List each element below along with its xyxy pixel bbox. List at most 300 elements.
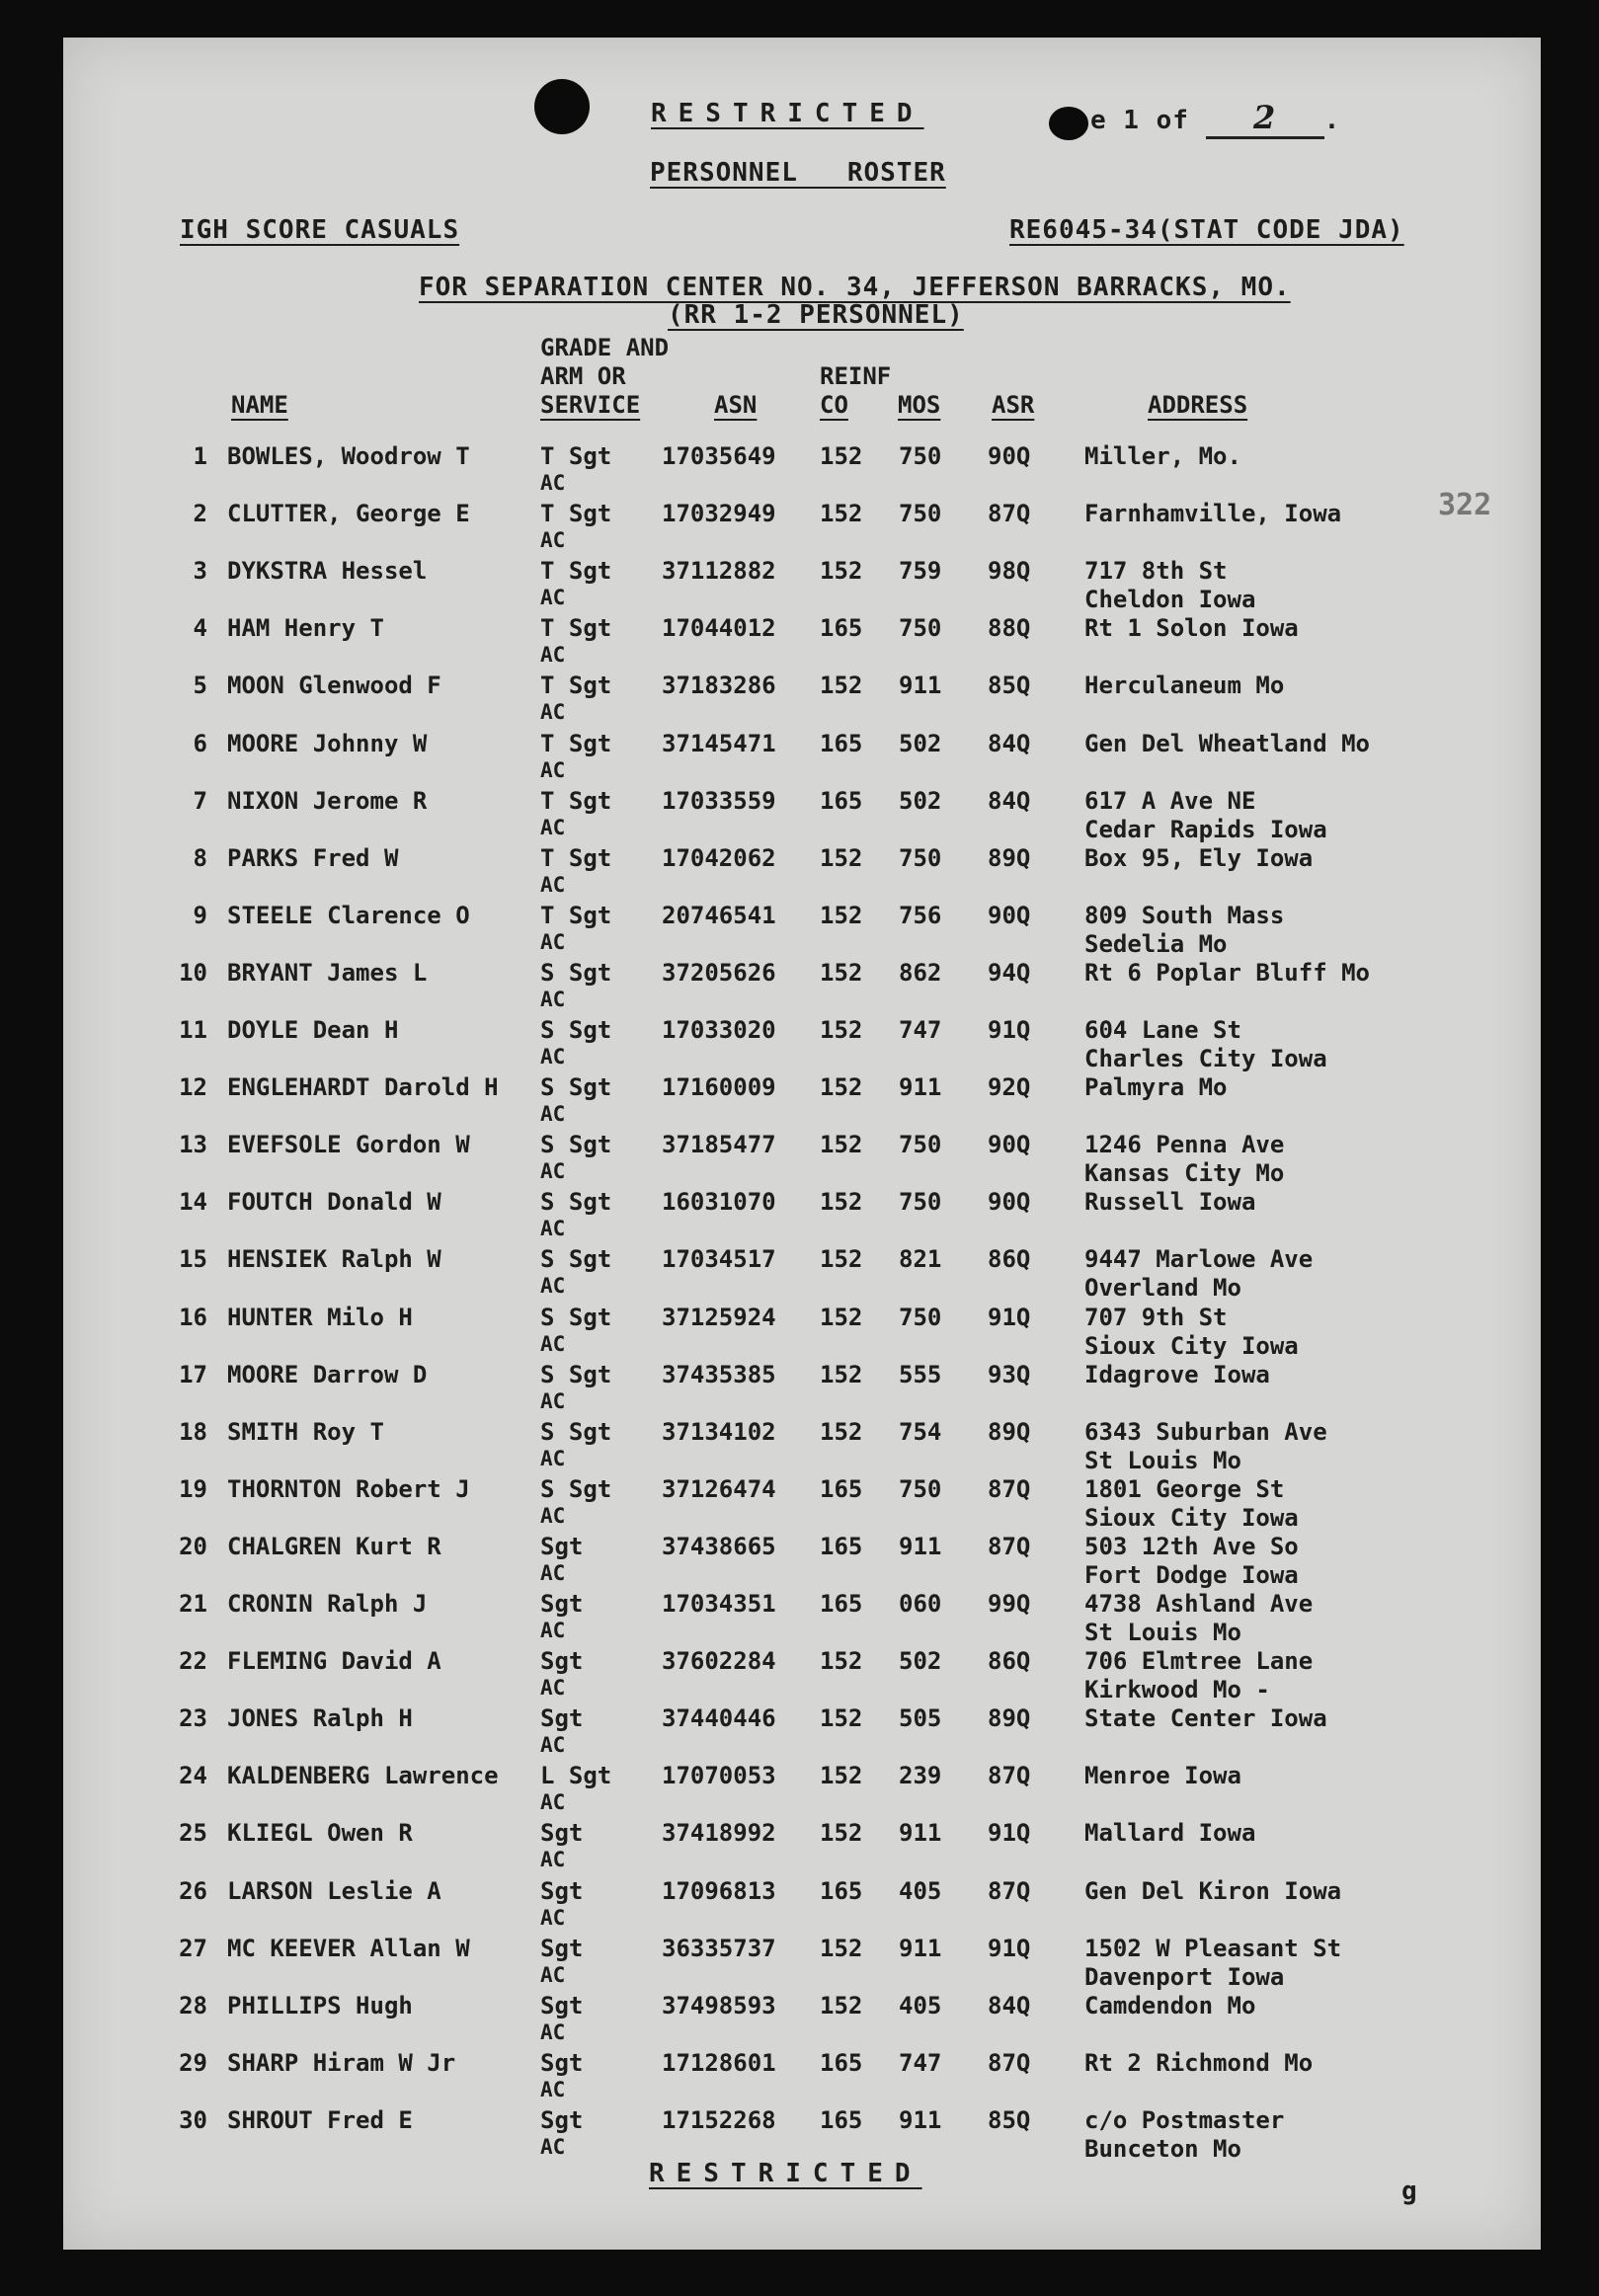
row-asn: 20746541 bbox=[662, 902, 776, 929]
row-grade: T Sgt bbox=[540, 844, 612, 872]
row-asn: 37205626 bbox=[662, 959, 776, 987]
row-address-line1: Farnhamville, Iowa bbox=[1084, 500, 1342, 527]
row-grade: Sgt bbox=[540, 1590, 584, 1618]
row-name: CRONIN Ralph J bbox=[227, 1590, 428, 1618]
row-arm: AC bbox=[540, 1217, 566, 1240]
row-number: 5 bbox=[193, 672, 207, 699]
row-number: 29 bbox=[179, 2049, 207, 2077]
row-number: 23 bbox=[179, 1704, 207, 1732]
row-number: 27 bbox=[179, 1935, 207, 1962]
col-grade-l1: GRADE AND bbox=[540, 334, 670, 361]
row-reinf-co: 152 bbox=[820, 1762, 863, 1789]
punch-hole bbox=[534, 79, 590, 134]
row-reinf-co: 165 bbox=[820, 1533, 863, 1560]
row-grade: Sgt bbox=[540, 1647, 584, 1675]
row-arm: AC bbox=[540, 1561, 566, 1585]
row-asn: 17070053 bbox=[662, 1762, 776, 1789]
row-arm: AC bbox=[540, 1619, 566, 1642]
row-asn: 37438665 bbox=[662, 1533, 776, 1560]
row-asr: 90Q bbox=[988, 1188, 1031, 1216]
row-asn: 17034517 bbox=[662, 1245, 776, 1273]
row-name: MOORE Darrow D bbox=[227, 1361, 428, 1388]
row-arm: AC bbox=[540, 1963, 566, 1987]
row-asr: 91Q bbox=[988, 1304, 1031, 1331]
row-address-line1: c/o Postmaster bbox=[1084, 2106, 1285, 2134]
row-number: 18 bbox=[179, 1418, 207, 1446]
row-grade: S Sgt bbox=[540, 1245, 612, 1273]
col-mos-header: MOS bbox=[898, 391, 941, 419]
row-number: 6 bbox=[193, 730, 207, 757]
row-name: FOUTCH Donald W bbox=[227, 1188, 441, 1216]
row-asr: 84Q bbox=[988, 787, 1031, 815]
row-mos: 750 bbox=[899, 1475, 942, 1503]
row-reinf-co: 165 bbox=[820, 1877, 863, 1905]
row-arm: AC bbox=[540, 1906, 566, 1930]
row-arm: AC bbox=[540, 700, 566, 724]
page-indicator-end: . bbox=[1323, 106, 1341, 135]
row-mos: 759 bbox=[899, 557, 942, 585]
row-arm: AC bbox=[540, 1848, 566, 1871]
margin-number: 322 bbox=[1438, 488, 1492, 522]
row-address-line1: 617 A Ave NE bbox=[1084, 787, 1256, 815]
row-arm: AC bbox=[540, 758, 566, 782]
row-grade: T Sgt bbox=[540, 500, 612, 527]
row-mos: 911 bbox=[899, 1935, 942, 1962]
row-reinf-co: 152 bbox=[820, 1188, 863, 1216]
row-number: 17 bbox=[179, 1361, 207, 1388]
row-number: 19 bbox=[179, 1475, 207, 1503]
row-asn: 37498593 bbox=[662, 1992, 776, 2019]
col-name-header: NAME bbox=[231, 391, 288, 419]
row-grade: S Sgt bbox=[540, 1418, 612, 1446]
row-asn: 17096813 bbox=[662, 1877, 776, 1905]
row-address-line1: Mallard Iowa bbox=[1084, 1819, 1256, 1847]
row-mos: 750 bbox=[899, 442, 942, 470]
row-asr: 91Q bbox=[988, 1935, 1031, 1962]
row-name: DYKSTRA Hessel bbox=[227, 557, 428, 585]
row-number: 30 bbox=[179, 2106, 207, 2134]
row-asr: 88Q bbox=[988, 614, 1031, 642]
row-number: 1 bbox=[193, 442, 207, 470]
row-grade: S Sgt bbox=[540, 959, 612, 987]
row-grade: Sgt bbox=[540, 1704, 584, 1732]
row-asn: 37185477 bbox=[662, 1131, 776, 1158]
row-grade: T Sgt bbox=[540, 442, 612, 470]
row-number: 11 bbox=[179, 1016, 207, 1044]
footer-restricted: RESTRICTED bbox=[649, 2159, 922, 2188]
row-arm: AC bbox=[540, 1045, 566, 1069]
row-address-line2: Cedar Rapids Iowa bbox=[1084, 816, 1327, 843]
row-reinf-co: 152 bbox=[820, 1304, 863, 1331]
row-arm: AC bbox=[540, 643, 566, 667]
row-grade: T Sgt bbox=[540, 902, 612, 929]
row-asr: 84Q bbox=[988, 1992, 1031, 2019]
row-asr: 90Q bbox=[988, 902, 1031, 929]
row-asn: 37435385 bbox=[662, 1361, 776, 1388]
row-number: 4 bbox=[193, 614, 207, 642]
row-reinf-co: 152 bbox=[820, 1992, 863, 2019]
row-address-line2: Kansas City Mo bbox=[1084, 1159, 1285, 1187]
row-number: 21 bbox=[179, 1590, 207, 1618]
row-asr: 93Q bbox=[988, 1361, 1031, 1388]
row-number: 13 bbox=[179, 1131, 207, 1158]
row-arm: AC bbox=[540, 1676, 566, 1700]
row-address-line1: Menroe Iowa bbox=[1084, 1762, 1241, 1789]
row-address-line1: 717 8th St bbox=[1084, 557, 1228, 585]
row-address-line1: Herculaneum Mo bbox=[1084, 672, 1285, 699]
left-label: IGH SCORE CASUALS bbox=[180, 215, 460, 245]
row-arm: AC bbox=[540, 1733, 566, 1757]
row-asr: 90Q bbox=[988, 442, 1031, 470]
row-address-line1: 6343 Suburban Ave bbox=[1084, 1418, 1327, 1446]
center-line: FOR SEPARATION CENTER NO. 34, JEFFERSON BARRACKS, MO. bbox=[419, 273, 1291, 302]
col-asn-header: ASN bbox=[714, 391, 758, 419]
col-reinf-header bbox=[820, 362, 891, 420]
row-mos: 505 bbox=[899, 1704, 942, 1732]
page-indicator bbox=[1090, 99, 1340, 139]
center-sub: (RR 1-2 PERSONNEL) bbox=[668, 300, 964, 330]
row-asr: 98Q bbox=[988, 557, 1031, 585]
row-address-line2: Fort Dodge Iowa bbox=[1084, 1561, 1299, 1589]
row-address-line1: 1502 W Pleasant St bbox=[1084, 1935, 1342, 1962]
row-arm: AC bbox=[540, 873, 566, 897]
row-name: BOWLES, Woodrow T bbox=[227, 442, 470, 470]
row-address-line1: Gen Del Kiron Iowa bbox=[1084, 1877, 1342, 1905]
row-mos: 750 bbox=[899, 1188, 942, 1216]
row-address-line2: St Louis Mo bbox=[1084, 1447, 1241, 1474]
row-grade: S Sgt bbox=[540, 1361, 612, 1388]
row-address-line1: Rt 1 Solon Iowa bbox=[1084, 614, 1299, 642]
row-grade: T Sgt bbox=[540, 672, 612, 699]
row-arm: AC bbox=[540, 1159, 566, 1183]
row-arm: AC bbox=[540, 816, 566, 839]
row-asn: 17032949 bbox=[662, 500, 776, 527]
row-mos: 754 bbox=[899, 1418, 942, 1446]
row-number: 12 bbox=[179, 1073, 207, 1101]
row-asr: 90Q bbox=[988, 1131, 1031, 1158]
row-address-line1: 4738 Ashland Ave bbox=[1084, 1590, 1314, 1618]
row-reinf-co: 165 bbox=[820, 730, 863, 757]
right-label: RE6045-34(STAT CODE JDA) bbox=[1009, 215, 1404, 245]
row-asn: 37145471 bbox=[662, 730, 776, 757]
row-reinf-co: 165 bbox=[820, 614, 863, 642]
row-reinf-co: 165 bbox=[820, 2106, 863, 2134]
row-name: PARKS Fred W bbox=[227, 844, 399, 872]
row-asr: 85Q bbox=[988, 2106, 1031, 2134]
row-reinf-co: 152 bbox=[820, 902, 863, 929]
row-asn: 17152268 bbox=[662, 2106, 776, 2134]
row-name: ENGLEHARDT Darold H bbox=[227, 1073, 499, 1101]
page-indicator-text: e 1 of bbox=[1090, 106, 1189, 135]
row-address-line1: Rt 2 Richmond Mo bbox=[1084, 2049, 1314, 2077]
row-arm: AC bbox=[540, 471, 566, 495]
row-arm: AC bbox=[540, 988, 566, 1011]
row-reinf-co: 165 bbox=[820, 787, 863, 815]
row-number: 14 bbox=[179, 1188, 207, 1216]
row-mos: 911 bbox=[899, 2106, 942, 2134]
row-number: 20 bbox=[179, 1533, 207, 1560]
row-reinf-co: 152 bbox=[820, 959, 863, 987]
row-asr: 87Q bbox=[988, 500, 1031, 527]
row-name: HENSIEK Ralph W bbox=[227, 1245, 441, 1273]
row-mos: 747 bbox=[899, 2049, 942, 2077]
row-mos: 911 bbox=[899, 1533, 942, 1560]
row-number: 8 bbox=[193, 844, 207, 872]
row-reinf-co: 152 bbox=[820, 1704, 863, 1732]
row-grade: S Sgt bbox=[540, 1131, 612, 1158]
row-address-line1: 707 9th St bbox=[1084, 1304, 1228, 1331]
row-reinf-co: 152 bbox=[820, 557, 863, 585]
col-reinf-l1: REINF bbox=[820, 362, 892, 390]
row-arm: AC bbox=[540, 1790, 566, 1814]
row-reinf-co: 152 bbox=[820, 672, 863, 699]
row-name: KALDENBERG Lawrence bbox=[227, 1762, 499, 1789]
row-reinf-co: 165 bbox=[820, 1590, 863, 1618]
row-name: THORNTON Robert J bbox=[227, 1475, 470, 1503]
row-reinf-co: 152 bbox=[820, 1016, 863, 1044]
row-reinf-co: 165 bbox=[820, 2049, 863, 2077]
row-asn: 17160009 bbox=[662, 1073, 776, 1101]
row-asn: 17035649 bbox=[662, 442, 776, 470]
row-address-line1: Gen Del Wheatland Mo bbox=[1084, 730, 1370, 757]
row-number: 26 bbox=[179, 1877, 207, 1905]
row-name: MOON Glenwood F bbox=[227, 672, 441, 699]
row-asn: 37602284 bbox=[662, 1647, 776, 1675]
row-grade: L Sgt bbox=[540, 1762, 612, 1789]
row-address-line2: Cheldon Iowa bbox=[1084, 586, 1256, 613]
row-name: CHALGREN Kurt R bbox=[227, 1533, 441, 1560]
row-reinf-co: 152 bbox=[820, 1131, 863, 1158]
row-asr: 92Q bbox=[988, 1073, 1031, 1101]
row-address-line1: Box 95, Ely Iowa bbox=[1084, 844, 1314, 872]
row-mos: 756 bbox=[899, 902, 942, 929]
row-asr: 86Q bbox=[988, 1245, 1031, 1273]
row-asr: 87Q bbox=[988, 1877, 1031, 1905]
row-number: 10 bbox=[179, 959, 207, 987]
header-restricted: RESTRICTED bbox=[651, 99, 924, 128]
row-number: 25 bbox=[179, 1819, 207, 1847]
col-grade-l2: ARM OR bbox=[540, 362, 626, 390]
row-mos: 750 bbox=[899, 844, 942, 872]
row-asr: 87Q bbox=[988, 1533, 1031, 1560]
row-number: 28 bbox=[179, 1992, 207, 2019]
row-grade: S Sgt bbox=[540, 1188, 612, 1216]
punch-hole bbox=[1049, 107, 1088, 140]
row-asn: 36335737 bbox=[662, 1935, 776, 1962]
row-asr: 99Q bbox=[988, 1590, 1031, 1618]
row-asn: 17042062 bbox=[662, 844, 776, 872]
row-grade: S Sgt bbox=[540, 1304, 612, 1331]
row-number: 2 bbox=[193, 500, 207, 527]
row-grade: T Sgt bbox=[540, 557, 612, 585]
row-mos: 060 bbox=[899, 1590, 942, 1618]
row-name: BRYANT James L bbox=[227, 959, 428, 987]
row-address-line1: State Center Iowa bbox=[1084, 1704, 1327, 1732]
row-address-line1: 9447 Marlowe Ave bbox=[1084, 1245, 1314, 1273]
row-grade: Sgt bbox=[540, 1819, 584, 1847]
row-grade: Sgt bbox=[540, 1992, 584, 2019]
row-asr: 91Q bbox=[988, 1819, 1031, 1847]
row-asn: 16031070 bbox=[662, 1188, 776, 1216]
row-mos: 747 bbox=[899, 1016, 942, 1044]
col-asr-header: ASR bbox=[992, 391, 1035, 419]
row-reinf-co: 152 bbox=[820, 1935, 863, 1962]
row-arm: AC bbox=[540, 930, 566, 954]
row-arm: AC bbox=[540, 528, 566, 552]
row-grade: S Sgt bbox=[540, 1475, 612, 1503]
row-arm: AC bbox=[540, 1447, 566, 1470]
col-reinf-l2: CO bbox=[820, 391, 848, 419]
row-address-line2: Bunceton Mo bbox=[1084, 2135, 1241, 2163]
row-grade: Sgt bbox=[540, 1533, 584, 1560]
row-address-line1: 1246 Penna Ave bbox=[1084, 1131, 1285, 1158]
roster-title: PERSONNEL ROSTER bbox=[650, 158, 946, 188]
row-name: MC KEEVER Allan W bbox=[227, 1935, 470, 1962]
row-grade: Sgt bbox=[540, 1877, 584, 1905]
row-mos: 750 bbox=[899, 500, 942, 527]
row-address-line1: 706 Elmtree Lane bbox=[1084, 1647, 1314, 1675]
row-asr: 87Q bbox=[988, 1475, 1031, 1503]
row-asn: 17034351 bbox=[662, 1590, 776, 1618]
row-mos: 750 bbox=[899, 614, 942, 642]
row-asr: 94Q bbox=[988, 959, 1031, 987]
row-mos: 405 bbox=[899, 1992, 942, 2019]
row-arm: AC bbox=[540, 1389, 566, 1413]
row-grade: S Sgt bbox=[540, 1016, 612, 1044]
page-total: 2 bbox=[1206, 99, 1324, 139]
row-name: LARSON Leslie A bbox=[227, 1877, 441, 1905]
row-number: 7 bbox=[193, 787, 207, 815]
row-address-line1: Rt 6 Poplar Bluff Mo bbox=[1084, 959, 1370, 987]
row-asn: 37112882 bbox=[662, 557, 776, 585]
row-asr: 89Q bbox=[988, 1704, 1031, 1732]
row-address-line1: Palmyra Mo bbox=[1084, 1073, 1228, 1101]
row-address-line1: 503 12th Ave So bbox=[1084, 1533, 1299, 1560]
row-asn: 17044012 bbox=[662, 614, 776, 642]
row-address-line1: Idagrove Iowa bbox=[1084, 1361, 1270, 1388]
row-asn: 37134102 bbox=[662, 1418, 776, 1446]
row-name: PHILLIPS Hugh bbox=[227, 1992, 413, 2019]
row-mos: 911 bbox=[899, 1073, 942, 1101]
row-asr: 89Q bbox=[988, 844, 1031, 872]
row-mos: 502 bbox=[899, 787, 942, 815]
row-mos: 239 bbox=[899, 1762, 942, 1789]
row-arm: AC bbox=[540, 1332, 566, 1356]
row-address-line2: St Louis Mo bbox=[1084, 1619, 1241, 1646]
row-grade: T Sgt bbox=[540, 730, 612, 757]
row-name: MOORE Johnny W bbox=[227, 730, 428, 757]
row-asn: 17128601 bbox=[662, 2049, 776, 2077]
row-mos: 862 bbox=[899, 959, 942, 987]
row-arm: AC bbox=[540, 2078, 566, 2101]
row-name: CLUTTER, George E bbox=[227, 500, 470, 527]
document-page bbox=[63, 38, 1541, 2250]
row-name: HUNTER Milo H bbox=[227, 1304, 413, 1331]
row-asn: 17033559 bbox=[662, 787, 776, 815]
row-asr: 86Q bbox=[988, 1647, 1031, 1675]
row-asr: 87Q bbox=[988, 1762, 1031, 1789]
row-arm: AC bbox=[540, 2135, 566, 2159]
row-address-line2: Davenport Iowa bbox=[1084, 1963, 1285, 1991]
row-number: 16 bbox=[179, 1304, 207, 1331]
row-asr: 85Q bbox=[988, 672, 1031, 699]
row-asn: 37126474 bbox=[662, 1475, 776, 1503]
row-asn: 17033020 bbox=[662, 1016, 776, 1044]
row-name: DOYLE Dean H bbox=[227, 1016, 399, 1044]
row-arm: AC bbox=[540, 2020, 566, 2044]
row-mos: 750 bbox=[899, 1304, 942, 1331]
row-name: SHROUT Fred E bbox=[227, 2106, 413, 2134]
row-address-line2: Sedelia Mo bbox=[1084, 930, 1228, 958]
row-mos: 502 bbox=[899, 730, 942, 757]
row-grade: T Sgt bbox=[540, 787, 612, 815]
row-name: FLEMING David A bbox=[227, 1647, 441, 1675]
row-asr: 84Q bbox=[988, 730, 1031, 757]
row-number: 24 bbox=[179, 1762, 207, 1789]
row-reinf-co: 152 bbox=[820, 500, 863, 527]
row-reinf-co: 152 bbox=[820, 1647, 863, 1675]
row-mos: 502 bbox=[899, 1647, 942, 1675]
row-address-line2: Kirkwood Mo - bbox=[1084, 1676, 1270, 1703]
row-reinf-co: 152 bbox=[820, 1245, 863, 1273]
row-arm: AC bbox=[540, 586, 566, 609]
row-reinf-co: 152 bbox=[820, 442, 863, 470]
col-grade-l3: SERVICE bbox=[540, 391, 641, 419]
row-grade: Sgt bbox=[540, 2049, 584, 2077]
row-name: SHARP Hiram W Jr bbox=[227, 2049, 456, 2077]
row-mos: 555 bbox=[899, 1361, 942, 1388]
row-address-line1: Miller, Mo. bbox=[1084, 442, 1241, 470]
row-reinf-co: 152 bbox=[820, 844, 863, 872]
row-arm: AC bbox=[540, 1504, 566, 1528]
row-address-line2: Overland Mo bbox=[1084, 1274, 1241, 1302]
row-address-line2: Charles City Iowa bbox=[1084, 1045, 1327, 1072]
row-address-line2: Sioux City Iowa bbox=[1084, 1332, 1299, 1360]
row-asr: 89Q bbox=[988, 1418, 1031, 1446]
row-name: HAM Henry T bbox=[227, 614, 384, 642]
row-arm: AC bbox=[540, 1274, 566, 1298]
row-number: 15 bbox=[179, 1245, 207, 1273]
col-address-header: ADDRESS bbox=[1148, 391, 1248, 419]
row-grade: Sgt bbox=[540, 1935, 584, 1962]
row-address-line1: Russell Iowa bbox=[1084, 1188, 1256, 1216]
row-asn: 37183286 bbox=[662, 672, 776, 699]
row-name: STEELE Clarence O bbox=[227, 902, 470, 929]
footer-page-mark: g bbox=[1401, 2177, 1418, 2206]
row-reinf-co: 152 bbox=[820, 1418, 863, 1446]
row-asn: 37418992 bbox=[662, 1819, 776, 1847]
row-asn: 37125924 bbox=[662, 1304, 776, 1331]
row-asr: 87Q bbox=[988, 2049, 1031, 2077]
row-name: NIXON Jerome R bbox=[227, 787, 428, 815]
row-address-line1: 809 South Mass bbox=[1084, 902, 1285, 929]
row-address-line1: Camdendon Mo bbox=[1084, 1992, 1256, 2019]
row-reinf-co: 152 bbox=[820, 1819, 863, 1847]
row-number: 22 bbox=[179, 1647, 207, 1675]
row-mos: 911 bbox=[899, 672, 942, 699]
row-mos: 821 bbox=[899, 1245, 942, 1273]
row-name: EVEFSOLE Gordon W bbox=[227, 1131, 470, 1158]
row-grade: T Sgt bbox=[540, 614, 612, 642]
row-mos: 405 bbox=[899, 1877, 942, 1905]
row-number: 9 bbox=[193, 902, 207, 929]
row-name: SMITH Roy T bbox=[227, 1418, 384, 1446]
row-grade: Sgt bbox=[540, 2106, 584, 2134]
row-asn: 37440446 bbox=[662, 1704, 776, 1732]
row-grade: S Sgt bbox=[540, 1073, 612, 1101]
row-arm: AC bbox=[540, 1102, 566, 1126]
row-reinf-co: 152 bbox=[820, 1073, 863, 1101]
